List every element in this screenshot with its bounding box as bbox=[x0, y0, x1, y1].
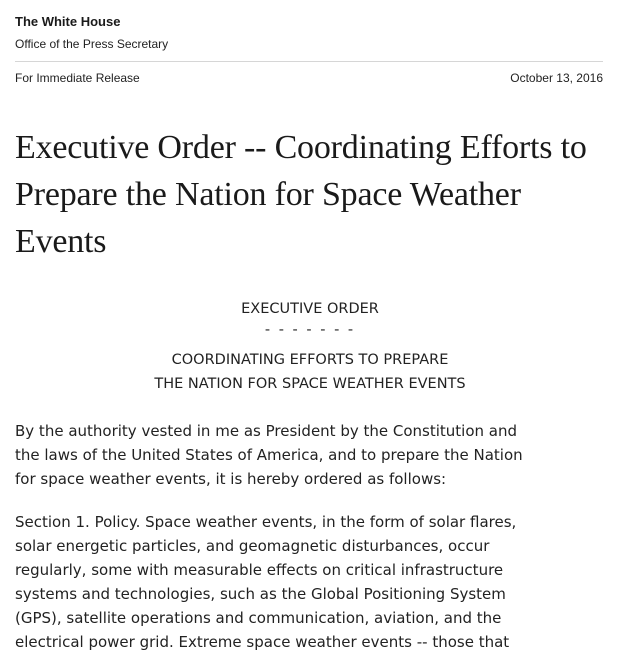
paragraph-line: for space weather events, it is hereby ordered as follows: bbox=[15, 470, 447, 488]
paragraph-line: (GPS), satellite operations and communication, aviation, and the bbox=[15, 609, 502, 627]
office-name: Office of the Press Secretary bbox=[15, 37, 169, 51]
order-divider: - - - - - - - bbox=[264, 322, 356, 338]
paragraph-line: the laws of the United States of America, and to prepare the Nation bbox=[15, 446, 523, 464]
release-date: October 13, 2016 bbox=[510, 71, 603, 85]
order-subtitle-line: THE NATION FOR SPACE WEATHER EVENTS bbox=[154, 376, 466, 392]
paragraph-line: electrical power grid. Extreme space weather events -- those that bbox=[15, 633, 510, 651]
paragraph-line: solar energetic particles, and geomagnetic disturbances, occur bbox=[15, 537, 490, 555]
page-title: Executive Order -- Coordinating Efforts to Prepare the Nation for Space Weather Events bbox=[15, 129, 587, 260]
order-subtitle-line: COORDINATING EFFORTS TO PREPARE bbox=[171, 352, 449, 368]
paragraph-line: Section 1. Policy. Space weather events, in the form of solar flares, bbox=[15, 513, 517, 531]
section-1-paragraph bbox=[15, 510, 605, 654]
release-label: For Immediate Release bbox=[15, 71, 140, 85]
order-subtitle bbox=[15, 348, 605, 396]
order-heading: EXECUTIVE ORDER bbox=[241, 301, 379, 317]
paragraph-line: regularly, some with measurable effects on critical infrastructure bbox=[15, 561, 504, 579]
paragraph-line: systems and technologies, such as the Global Positioning System bbox=[15, 585, 506, 603]
preamble-paragraph bbox=[15, 419, 605, 491]
paragraph-line: By the authority vested in me as President by the Constitution and bbox=[15, 422, 518, 440]
organization-name: The White House bbox=[15, 14, 121, 29]
header-divider bbox=[15, 61, 603, 62]
